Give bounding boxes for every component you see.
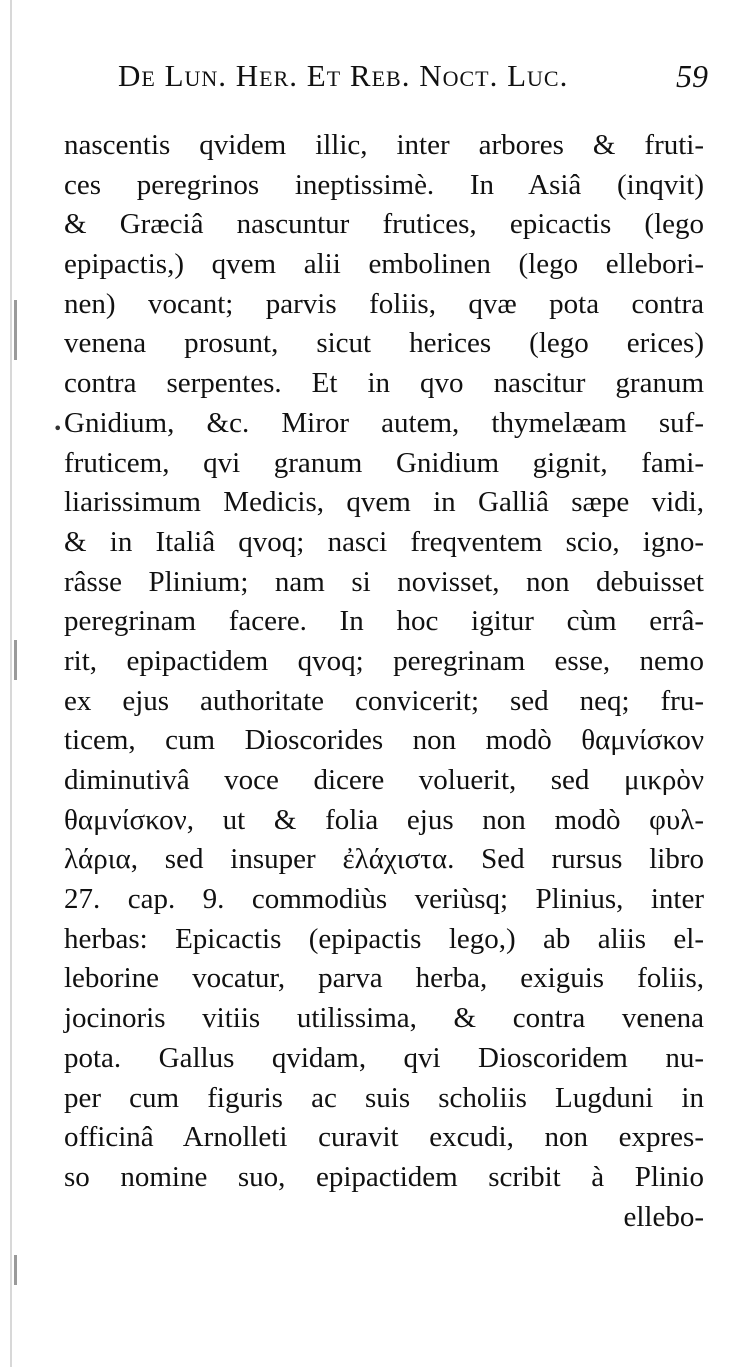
text-line: herbas: Epicactis (epipactis lego,) ab aliis el- [64,922,704,955]
text-line: so nomine suo, epipactidem scribit à Plinio [64,1160,704,1193]
text-line: rit, epipactidem qvoq; peregrinam esse, nemo [64,644,704,677]
body-text [64,126,704,1237]
text-line: jocinoris vitiis utilissima, & contra venena [64,1002,704,1035]
text-line: râsse Plinium; nam si novisset, non debuisset [64,565,704,598]
text-line: officinâ Arnolleti curavit excudi, non expres- [64,1121,704,1154]
catchword: ellebo- [623,1200,704,1233]
page-edge-mark [14,640,17,680]
text-line: nascentis qvidem illic, inter arbores & fruti- [64,129,704,161]
page-edge-mark [14,1255,17,1285]
running-head: De Lun. Her. Et Reb. Noct. Luc. [118,58,569,93]
text-line: ticem, cum Dioscorides non modò θαμνίσκον [64,724,704,757]
text-line: θαμνίσκον, ut & folia ejus non modò φυλ- [64,803,704,836]
text-line: contra serpentes. Et in qvo nascitur granum [64,367,704,400]
text-line: diminutivâ voce dicere voluerit, sed μικρὸν [64,764,704,796]
text-line: & Græciâ nascuntur frutices, epicactis (lego [64,208,704,241]
page-header [118,58,708,98]
margin-mark: • [53,419,63,438]
page-number: 59 [676,58,708,94]
text-line: liarissimum Medicis, qvem in Galliâ sæpe vidi, [64,486,704,519]
text-line: nen) vocant; parvis foliis, qvæ pota contra [64,287,704,320]
text-line: epipactis,) qvem alii embolinen (lego ellebori- [64,248,704,281]
text-line: ces peregrinos ineptissimè. In Asiâ (inqvit) [64,168,704,201]
text-line: λάρια, sed insuper ἐλάχιστα. Sed rursus libro [64,843,704,876]
text-line: per cum figuris ac suis scholiis Lugduni in [64,1081,704,1114]
text-line: leborine vocatur, parva herba, exiguis foliis, [64,962,704,995]
text-line: peregrinam facere. In hoc igitur cùm errâ- [64,605,704,638]
text-line: fruticem, qvi granum Gnidium gignit, fami- [64,446,704,479]
page-gutter-edge [10,0,12,1367]
text-line: venena prosunt, sicut herices (lego erices) [64,327,704,360]
text-line: 27. cap. 9. commodiùs veriùsq; Plinius, inter [64,883,704,916]
text-line: Gnidium, &c. Miror autem, thymelæam suf- [64,406,704,439]
text-line: & in Italiâ qvoq; nasci freqventem scio, igno- [64,525,704,558]
text-line: ex ejus authoritate convicerit; sed neq; fru- [64,684,704,717]
page-edge-mark [14,300,17,360]
text-line: pota. Gallus qvidam, qvi Dioscoridem nu- [64,1041,704,1074]
